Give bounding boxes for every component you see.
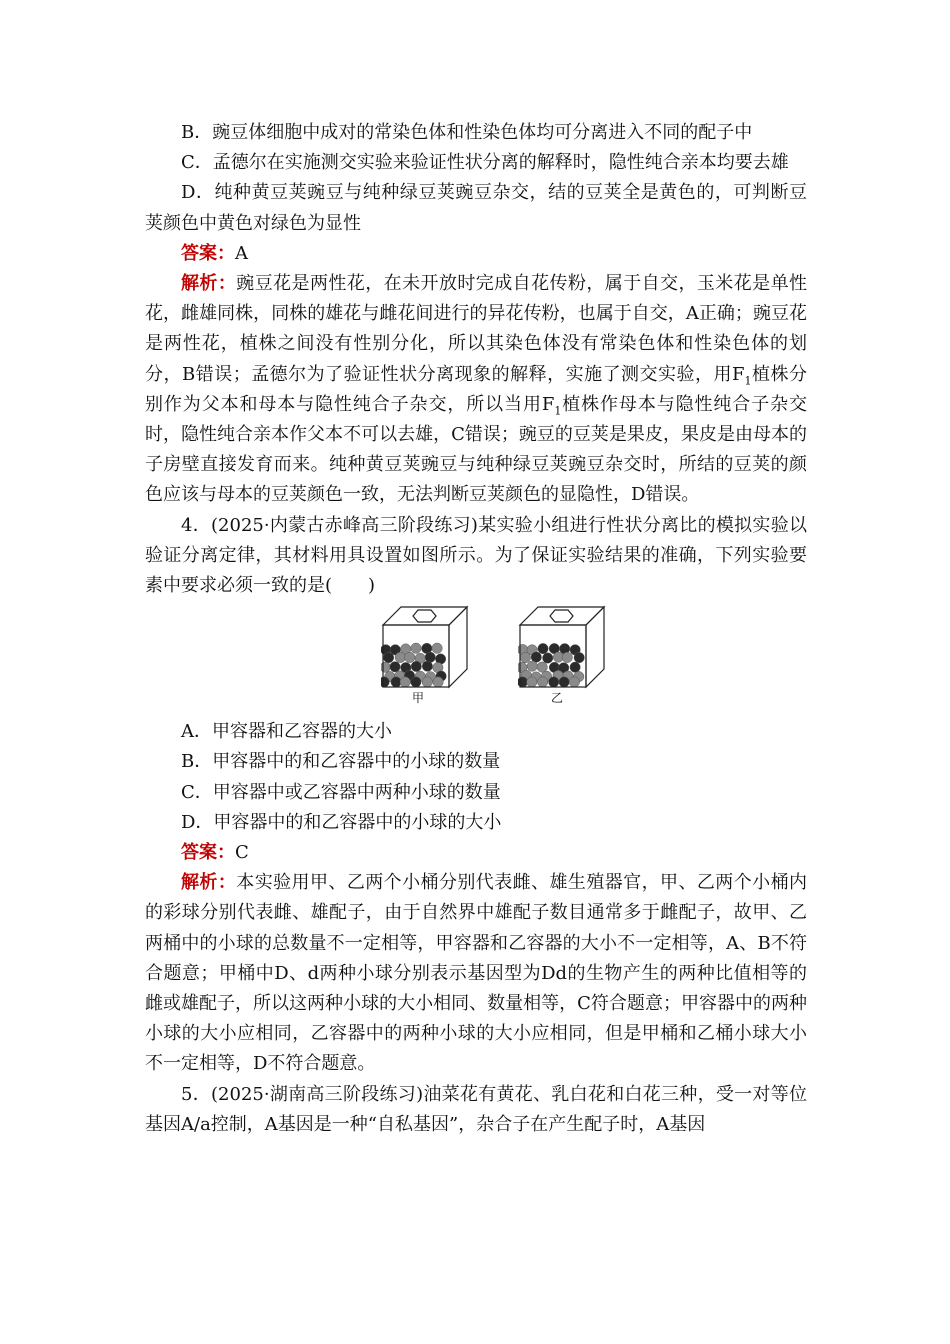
ball xyxy=(527,677,537,687)
ball xyxy=(411,643,421,653)
option-c-line: C．孟德尔在实施测交实验来验证性状分离的解释时，隐性纯合亲本均要去雄 xyxy=(181,152,789,174)
figure-label-jia: 甲 xyxy=(411,691,424,706)
ball xyxy=(411,677,421,687)
container-yi-illustration xyxy=(518,605,606,706)
ball xyxy=(395,652,405,662)
ball xyxy=(527,661,537,671)
ball xyxy=(520,653,530,663)
q3-answer xyxy=(145,239,807,269)
q4-stem: 4．(2025·内蒙古赤峰高三阶段练习)某实验小组进行性状分离比的模拟实验以验证分离定律，其材料用具设置如图所示。为了保证实验结果的准确，下列实验要素中要求必须一致的是( ) xyxy=(145,514,807,597)
container-jia-illustration xyxy=(381,605,469,706)
q5-stem: 5．(2025·湖南高三阶段练习)油菜花有黄花、乳白花和白花三种，受一对等位基因A/a控制，A基因是一种“自私基因”，杂合子在产生配子时，A基因 xyxy=(145,1083,807,1135)
ball xyxy=(549,677,559,687)
ball xyxy=(390,662,400,672)
ball xyxy=(559,677,569,687)
box-yi-svg xyxy=(518,605,606,689)
answer-value: A xyxy=(235,242,248,264)
ball xyxy=(411,661,421,671)
ball xyxy=(570,662,580,672)
q4-answer xyxy=(145,838,807,868)
option-a: A．甲容器和乙容器的大小 xyxy=(181,721,392,743)
q4-analysis xyxy=(145,868,807,1079)
figure-label-yi: 乙 xyxy=(550,691,563,706)
ball xyxy=(538,644,548,654)
option-d-line: D．纯种黄豆荚豌豆与纯种绿豆荚豌豆杂交，结的豆荚全是黄色的，可判断豆荚颜色中黄色对绿色为显性 xyxy=(145,182,807,234)
ball xyxy=(383,653,393,663)
option-d: D．甲容器中的和乙容器中的小球的大小 xyxy=(181,811,502,833)
answer-label: 答案： xyxy=(181,242,235,264)
answer-label: 答案： xyxy=(181,842,235,864)
subscript-1: 1 xyxy=(744,374,752,388)
option-c: C．甲容器中或乙容器中两种小球的数量 xyxy=(181,781,501,803)
analysis-label: 解析： xyxy=(181,872,237,894)
analysis-text-part1: 豌豆花是两性花，在未开放时完成自花传粉，属于自交，玉米花是单性花，雌雄同株，同株的雄花与雌花间进行的异花传粉，也属于自交，A正确；豌豆花是两性花，植株之间没有性别分化，所以其染色体没有常染色体和性染色体的划分，B错误；孟德尔为了验证性状分离现象的解释，实施了测交实验，用F xyxy=(145,273,808,385)
ball xyxy=(543,653,553,663)
ball xyxy=(381,677,389,687)
subscript-1: 1 xyxy=(554,404,562,418)
figure-containers xyxy=(145,603,807,711)
ball xyxy=(422,661,432,671)
box-jia-svg xyxy=(381,605,469,689)
answer-value: C xyxy=(235,842,249,864)
option-b: B．甲容器中的和乙容器中的小球的数量 xyxy=(181,751,501,773)
ball xyxy=(391,677,401,687)
ball xyxy=(569,677,579,687)
option-b-line: B．豌豆体细胞中成对的常染色体和性染色体均可分离进入不同的配子中 xyxy=(181,122,753,143)
analysis-text-part2: 植株分别作为父本和母本与隐性纯合子杂交，所以当用F xyxy=(145,363,807,415)
ball xyxy=(537,677,547,687)
ball xyxy=(422,677,432,687)
ball xyxy=(562,652,572,662)
ball xyxy=(574,653,584,663)
analysis-label: 解析： xyxy=(181,273,237,295)
page-content xyxy=(145,118,807,1140)
analysis-text: 本实验用甲、乙两个小桶分别代表雌、雄生殖器官，甲、乙两个小桶内的彩球分别代表雌、雄配子，由于自然界中雄配子数目通常多于雌配子，故甲、乙两桶中的小球的总数量不一定相等，甲容器和乙容器的大小不一定相等，A、B不符合题意；甲桶中D、d两种小球分别表示基因型为Dd的生物产生的两种比值相等的雌或雄配子，所以这两种小球的大小相同、数量相等，C符合题意；甲容器中的两种小球的大小应相同，乙容器中的两种小球的大小应相同，但是甲桶和乙桶小球大小不一定相等，D不符合题意。 xyxy=(145,872,808,1075)
ball xyxy=(432,643,442,653)
q3-analysis xyxy=(145,269,807,511)
ball xyxy=(400,677,410,687)
analysis-text-part3: 植株作母本与隐性纯合子杂交时，隐性纯合亲本作父本不可以去雄，C错误；豌豆的豆荚是果皮，果皮是由母本的子房壁直接发育而来。纯种黄豆荚豌豆与纯种绿豆荚豌豆杂交时，所结的豆荚的颜色应该与母本的豆荚颜色一致，无法判断豆荚颜色的显隐性，D错误。 xyxy=(145,393,807,506)
ball xyxy=(537,662,547,672)
ball xyxy=(405,652,415,662)
ball xyxy=(433,677,443,687)
